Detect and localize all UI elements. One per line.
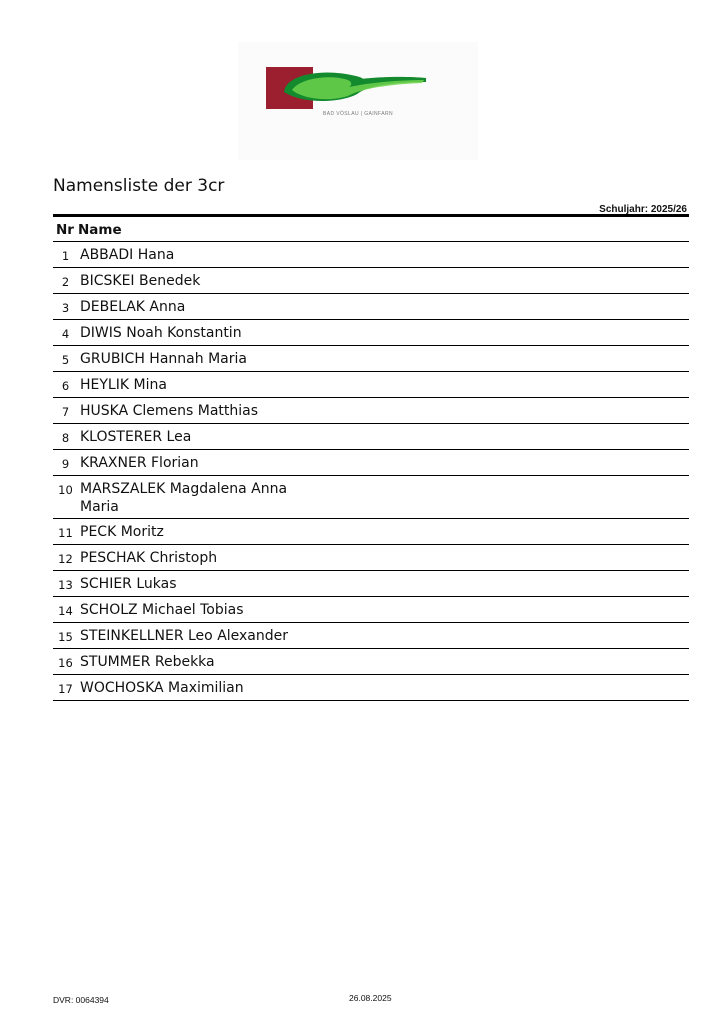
table-row <box>53 571 689 597</box>
row-name <box>78 571 689 597</box>
row-nr: 9 <box>53 450 78 476</box>
header-name: Name <box>78 216 689 242</box>
student-name: DEBELAK Anna <box>80 299 186 315</box>
row-name <box>78 398 689 424</box>
table-row <box>53 597 689 623</box>
footer-date: 26.08.2025 <box>349 993 392 1003</box>
table-row <box>53 545 689 571</box>
logo-caption: BAD VÖSLAU | GAINFARN <box>323 111 393 117</box>
table-row <box>53 424 689 450</box>
row-name <box>78 294 689 320</box>
row-name <box>78 597 689 623</box>
row-nr: 13 <box>53 571 78 597</box>
row-name <box>78 450 689 476</box>
student-name: PECK Moritz <box>80 524 164 540</box>
page-title: Namensliste der 3cr <box>53 176 225 197</box>
table-row <box>53 450 689 476</box>
row-name <box>78 242 689 268</box>
row-nr: 4 <box>53 320 78 346</box>
student-name: HEYLIK Mina <box>80 377 167 393</box>
table-row <box>53 372 689 398</box>
row-name <box>78 675 689 701</box>
row-name <box>78 649 689 675</box>
student-name: STUMMER Rebekka <box>80 654 215 670</box>
table-row <box>53 649 689 675</box>
row-nr: 10 <box>53 476 78 519</box>
student-name: ABBADI Hana <box>80 247 175 263</box>
student-name: WOCHOSKA Maximilian <box>80 680 244 696</box>
name-list-table-wrapper <box>53 214 689 701</box>
row-nr: 7 <box>53 398 78 424</box>
school-year: Schuljahr: 2025/26 <box>599 204 687 215</box>
row-name <box>78 476 689 519</box>
student-name: KLOSTERER Lea <box>80 429 192 445</box>
row-name <box>78 346 689 372</box>
student-name: GRUBICH Hannah Maria <box>80 351 247 367</box>
row-nr: 12 <box>53 545 78 571</box>
student-name: PESCHAK Christoph <box>80 550 218 566</box>
row-nr: 14 <box>53 597 78 623</box>
table-row <box>53 268 689 294</box>
row-nr: 11 <box>53 519 78 545</box>
student-name: SCHIER Lukas <box>80 576 177 592</box>
row-nr: 1 <box>53 242 78 268</box>
table-row <box>53 320 689 346</box>
student-name: KRAXNER Florian <box>80 455 199 471</box>
table-row <box>53 623 689 649</box>
student-name: SCHOLZ Michael Tobias <box>80 602 244 618</box>
student-name: DIWIS Noah Konstantin <box>80 325 242 341</box>
table-row <box>53 294 689 320</box>
row-name <box>78 372 689 398</box>
row-name <box>78 320 689 346</box>
table-row <box>53 519 689 545</box>
row-nr: 3 <box>53 294 78 320</box>
table-row <box>53 346 689 372</box>
row-name <box>78 519 689 545</box>
row-nr: 2 <box>53 268 78 294</box>
footer-dvr: DVR: 0064394 <box>53 995 109 1005</box>
row-name <box>78 268 689 294</box>
row-name <box>78 424 689 450</box>
table-header <box>53 216 689 242</box>
row-nr: 8 <box>53 424 78 450</box>
table-row <box>53 476 689 519</box>
row-name <box>78 545 689 571</box>
table-body <box>53 242 689 701</box>
table-row <box>53 242 689 268</box>
table-row <box>53 675 689 701</box>
row-nr: 15 <box>53 623 78 649</box>
school-logo-icon <box>264 62 454 112</box>
row-nr: 16 <box>53 649 78 675</box>
student-name: MARSZALEK Magdalena Anna Maria <box>80 481 288 515</box>
school-logo <box>238 42 478 160</box>
row-name <box>78 623 689 649</box>
student-name: STEINKELLNER Leo Alexander <box>80 628 289 644</box>
student-name: HUSKA Clemens Matthias <box>80 403 259 419</box>
row-nr: 17 <box>53 675 78 701</box>
row-nr: 6 <box>53 372 78 398</box>
table-header-row <box>53 216 689 242</box>
header-nr: Nr <box>53 216 78 242</box>
table-row <box>53 398 689 424</box>
student-name: BICSKEI Benedek <box>80 273 201 289</box>
row-nr: 5 <box>53 346 78 372</box>
name-list-table <box>53 214 689 701</box>
